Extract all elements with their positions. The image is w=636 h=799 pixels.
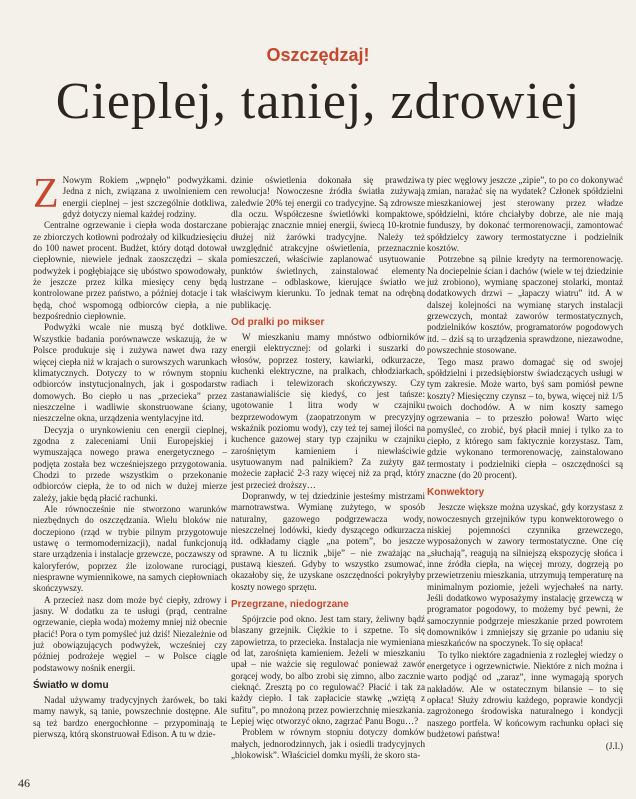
article-title: Cieplej, taniej, zdrowiej — [55, 73, 581, 130]
paragraph: Centralne ogrzewanie i ciepła woda dostarczane ze zbiorczych kotłowni podrożały od kilkudziesięciu do 100 nawet procent. Budżet, który dotąd dotował ciepłownie, niewiele jednak zaoszczędzi – skala podwyżek i pogłębiające się ubóstwo spowodowały, że jeszcze przez kilka miesięcy ceny będą kontrolowane przez państwo, a później dotacje i tak będą, choć wspomogą odbiorców ciepła, a nie bezpośrednio ciepłownie. — [33, 220, 227, 322]
paragraph: Tego masz prawo domagać się od swojej spółdzielni i przedsiębiorstw świadczących usługi w tym zakresie. Może warto, byś sam pomiósł pewne koszty? Miesięczny czynsz – to, bywa, więcej niż 1/5 twoich dochodów. A w nim koszty samego ogrzewania – to przeszło połowa! Warto więc pomyśleć, co zrobić, byś płacił mniej i tylko za to ciepło, z którego sam faktycznie korzystasz. Tam, gdzie wykonano termorenowację, zainstalowano termostaty i podzielniki ciepła – oszczędności są znaczne (do 20 procent). — [427, 356, 623, 480]
paragraph: Dopranwdy, w tej dziedzinie jesteśmy mistrzami marnotrawstwa. Wymianę zużytego, w sposób naturalny, gazowego podgrzewacza wody, nieszczelnej lodówki, kiedy dyszącego odkurzacza itd. odkładamy ciągle „na potem”, bo jeszcze sprawne. A tu licznik „bije” – nie zważając na pustawą kieszeń. Gdyby to wszystko zsumować, okazałoby się, że uzyskane oszczędności pokryłyby koszty nowego sprzętu. — [231, 490, 425, 592]
paragraph: Ale równocześnie nie stworzono warunków niezbędnych do oszczędzania. Wielu bloków nie doczepiono (rząd w trybie pilnym przygotowuje ustawę o termomodernizacji), nadal funkcjonują stare urządzenia i instalacje grzewcze, poczawszy od kaloryferów, poprzez źle izolowane rurociągi, niesprawne wymiennikowe, na samych ciepłowniach skończywszy. — [33, 503, 227, 594]
paragraph: Podwyżki wcale nie muszą być dotkliwe. Wszystkie badania porównawcze wskazują, że w Polsce produkuje się i zużywa nawet dwa razy więcej ciepła niż w krajach o surowszych warunkach klimatycznych. Dotyczy to w równym stopniu odbiorców instytucjonalnych, jak i gospodarstw domowych. Bo ciepło u nas „przecieka” przez nieszczelne i wadliwie skonstruowane ściany, nieszczelne okna, urządzenia wentylacyjne itd. — [33, 322, 227, 424]
paragraph: A przecież nasz dom może być ciepły, zdrowy i jasny. W dodatku za te usługi (prąd, centralne ogrzewanie, ciepła woda) możemy mniej niż obecnie płacić! Pora o tym pomyśleć już dziś! Niezależnie od już obowiązujących podwyżek, wcześniej czy później podrożeje węgiel – w Polsce ciągle podstawowy nośnik energii. — [33, 594, 227, 673]
subheading-light: Światło w domu — [33, 680, 109, 692]
subheading-heating: Przegrzane, niedogrzane — [231, 599, 349, 611]
paragraph: Nadal używamy tradycyjnych żarówek, bo taki mamy nawyk, są tanie, powszechnie dostępne. Ale są też bardzo energochłonne – przypominają te pierwszą, którą skonstruował Edison. A tu w dzie- — [33, 695, 227, 740]
article-column-3 — [427, 175, 623, 752]
paragraph: ty piec węglowy jeszcze „zipie”, to po co dokonywać zmian, narażać się na wydatek? Członek spółdzielni mieszkaniowej jest sterowany przez władze spółdzielni, które chciałyby dobrze, ale nie mają funduszy, by dokonać termorenowacji, zamontować spółdzielcy zawory termostatyczne i podzielnik kosztów. — [427, 175, 623, 254]
paragraph: W mieszkaniu mamy mnóstwo odbiorników energii elektrycznej: od golarki i suszarki do włosów, poprzez tostery, kawiarki, odkurzacze, kuchenki elektryczne, na pralkach, chłodziarkach, radiach i telewizorach skończywszy. Czy zastanawialiście się kiedyś, co jest tańsze: ugotowanie 1 litra wody w czajniku bezprzewodowym (zaopatrzonym w precyzyjny wskaźnik poziomu wody), czy też tej samej ilości na kuchence gazowej stary typ czajniku w czajniku zarośniętym kamieniem i niewłaściwie usytuowanym nad palnikiem? Za zużyty gaz możecie zapłacić 2-3 razy więcej niż za prąd, który jest przecież droższy… — [231, 332, 425, 490]
subheading-appliances: Od pralki po mikser — [231, 317, 325, 329]
paragraph: To tylko niektóre zagadnienia z rozległej wiedzy o energetyce i ogrzewnictwie. Niektóre z nich można i warto podjąć od „zaraz”, inne wymagają sporych nakładów. Ale w ostatecznym bilansie – to się opłaca! Służy zdrowiu każdego, poprawie kondycji zagrożonego środowiska naturalnego i kondycji naszego portfela. W końcowym rachunku opłaci się budżetowi państwa! — [427, 649, 623, 740]
paragraph: Spójrzcie pod okno. Jest tam stary, żeliwny bądź blaszany grzejnik. Ciężkie to i szpetne. To się zapowietrza, to przecieka. Instalacja nie wymieniana od lat, zarośnięta kamieniem. Jeżeli w mieszkaniu upał – nie ważcie się regulować ponieważ zawór gorącej wody, bo albo zrobi się zimno, albo zacznie cieknąć. Zresztą po co regulować? Płacić i tak za każdy ciepło. I tak zapłacicie stawkę „wziętą z sufitu”, po mnożoną przez powierzchnię mieszkania. Lepiej więc otworzyć okno, zagrzać Panu Bogu…? — [231, 614, 425, 727]
page-number: 46 — [18, 776, 30, 790]
paragraph: Problem w równym stopniu dotyczy domków małych, jednorodzinnych, jak i osiedli tradycyjnych „blokowisk”. Właściciel domku myśli, że skoro sta- — [231, 727, 425, 761]
paragraph: Potrzebne są pilnie kredyty na termorenowację. Na dociepelnie ścian i dachów (wiele w tej dziedzinie już zrobiono), wymianę spaczonej stolarki, montaż dodatkowych drzwi – „łapaczy wiatru” itd. A w dalszej kolejności na wymianę starych instalacji grzewczych, montaż zaworów termostatycznych, podzielników kosztów, programatorów pogodowych itd. – dziś są to urządzenia sprawdzone, niezawodne, powszechnie stosowane. — [427, 254, 623, 356]
paragraph: Z Nowym Rokiem „wpnęło” podwyżkami. Jedna z nich, związana z uwolnieniem cen energii cieplnej – jest szczególnie dotkliwa, gdyż dotyczy niemal każdej rodziny. — [33, 171, 227, 220]
article-column-2 — [231, 175, 425, 762]
subheading-convectors: Konwektory — [427, 487, 485, 499]
drop-cap: Z — [33, 171, 59, 217]
section-kicker: Oszczędzaj! — [266, 45, 370, 65]
paragraph: dzinie oświetlenia dokonała się prawdziwa rewolucja! Nowoczesne źródła światła zużywają zaledwie 20% tej energii co tradycyjne. Są zdrowsze dla oczu. Współczesne świetlówki kompaktowe, pobierając znacznie mniej energii, świecą 10-krotnie dłużej niż żarówki tradycyjne. Należy też uwzględnić atrakcyjne oświetlenia, przeznacznie pomieszczeń, właściwie zaplanować usytuowanie punktów świetlnych, zainstalować elementy lustrzane – odblaskowe, kierujące światło we właściwym kierunku. To jednak temat na odrębną publikację. — [231, 175, 425, 310]
article-column-1 — [33, 171, 227, 741]
paragraph: Decyzja o urynkowieniu cen energii cieplnej, zgodna z zaleceniami Unii Europejskiej i wymuszająca nowego prawa energetycznego – podjęta została bez wcześniejszego przygotowania. Chodzi to przede wszystkim o przekonanie odbiorców ciepła, że to od nich w dużej mierze zależy, jakie będą płacić rachunki. — [33, 424, 227, 503]
author-signature: (J.I.) — [605, 740, 623, 751]
paragraph: Jeszcze większe można uzyskać, gdy korzystasz z nowoczesnych grzejników typu konwektorowego o niskiej pojemności czynnika grzewczego, wyposażonych w zawory termostatyczne. One cię „słuchają”, reagują na silniejszą ekspozycję słońca i inne źródła ciepła, na więcej mrozy, dogrzeją po przewietrzeniu mieszkania, utrzymują temperaturę na minimalnym poziomie, jeżeli wyjechałeś na narty. Jeśli dodatkowo wyposażymy instalację grzewczą w programator pogodowy, to możemy być pewni, że samoczynnie podgrzeje mieszkanie przed powrotem domowników i zmniejszy się grzanie po udaniu się mieszkańców na spoczynek. To się opłaca! — [427, 502, 623, 649]
